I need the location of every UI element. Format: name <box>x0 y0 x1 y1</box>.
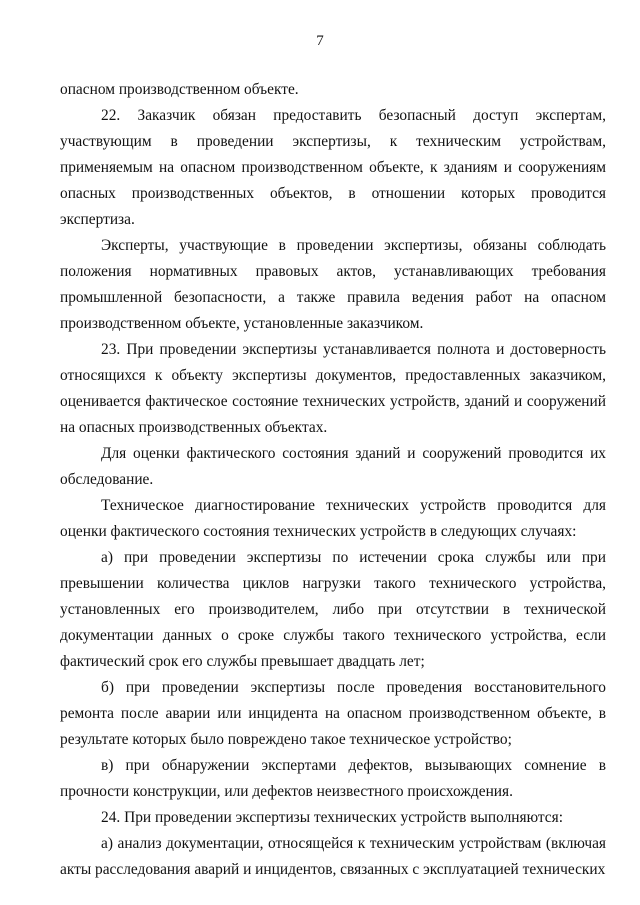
page-number: 7 <box>316 33 324 49</box>
document-body <box>60 77 606 883</box>
paragraph-item-24-a: а) анализ документации, относящейся к техническим устройствам (включая акты расследования аварий и инцидентов, связанных с эксплуатацией технических <box>60 835 606 878</box>
paragraph-experts-obligations: Эксперты, участвующие в проведении экспертизы, обязаны соблюдать положения нормативных правовых актов, устанавливающих требования промышленной безопасности, а также правила ведения работ на опасном производственном объекте, установленные заказчиком. <box>60 237 606 332</box>
paragraph-case-b: б) при проведении экспертизы после проведения восстановительного ремонта после аварии или инцидента на опасном производственном объекте, в результате которых было повреждено такое техническое устройство; <box>60 679 606 748</box>
paragraph-continuation: опасном производственном объекте. <box>60 81 299 98</box>
paragraph-technical-diagnostics: Техническое диагностирование технических устройств проводится для оценки фактического состояния технических устройств в следующих случаях: <box>60 497 606 540</box>
paragraph-buildings-inspection: Для оценки фактического состояния зданий и сооружений проводится их обследование. <box>60 445 606 488</box>
paragraph-case-a: а) при проведении экспертизы по истечении срока службы или при превышении количества циклов нагрузки такого технического устройства, установленных его производителем, либо при отсутствии в технической документации данных о сроке службы такого технического устройства, если фактический срок его службы превышает двадцать лет; <box>60 549 606 670</box>
paragraph-item-22: 22. Заказчик обязан предоставить безопасный доступ экспертам, участвующим в проведении экспертизы, к техническим устройствам, применяемым на опасном производственном объекте, к зданиям и сооружениям опасных производственных объектов, в отношении которых проводится экспертиза. <box>60 107 606 228</box>
paragraph-item-24: 24. При проведении экспертизы технических устройств выполняются: <box>101 809 563 826</box>
paragraph-item-23: 23. При проведении экспертизы устанавливается полнота и достоверность относящихся к объекту экспертизы документов, предоставленных заказчиком, оценивается фактическое состояние технических устройств, зданий и сооружений на опасных производственных объектах. <box>60 341 606 436</box>
paragraph-case-v: в) при обнаружении экспертами дефектов, вызывающих сомнение в прочности конструкции, или дефектов неизвестного происхождения. <box>60 757 606 800</box>
